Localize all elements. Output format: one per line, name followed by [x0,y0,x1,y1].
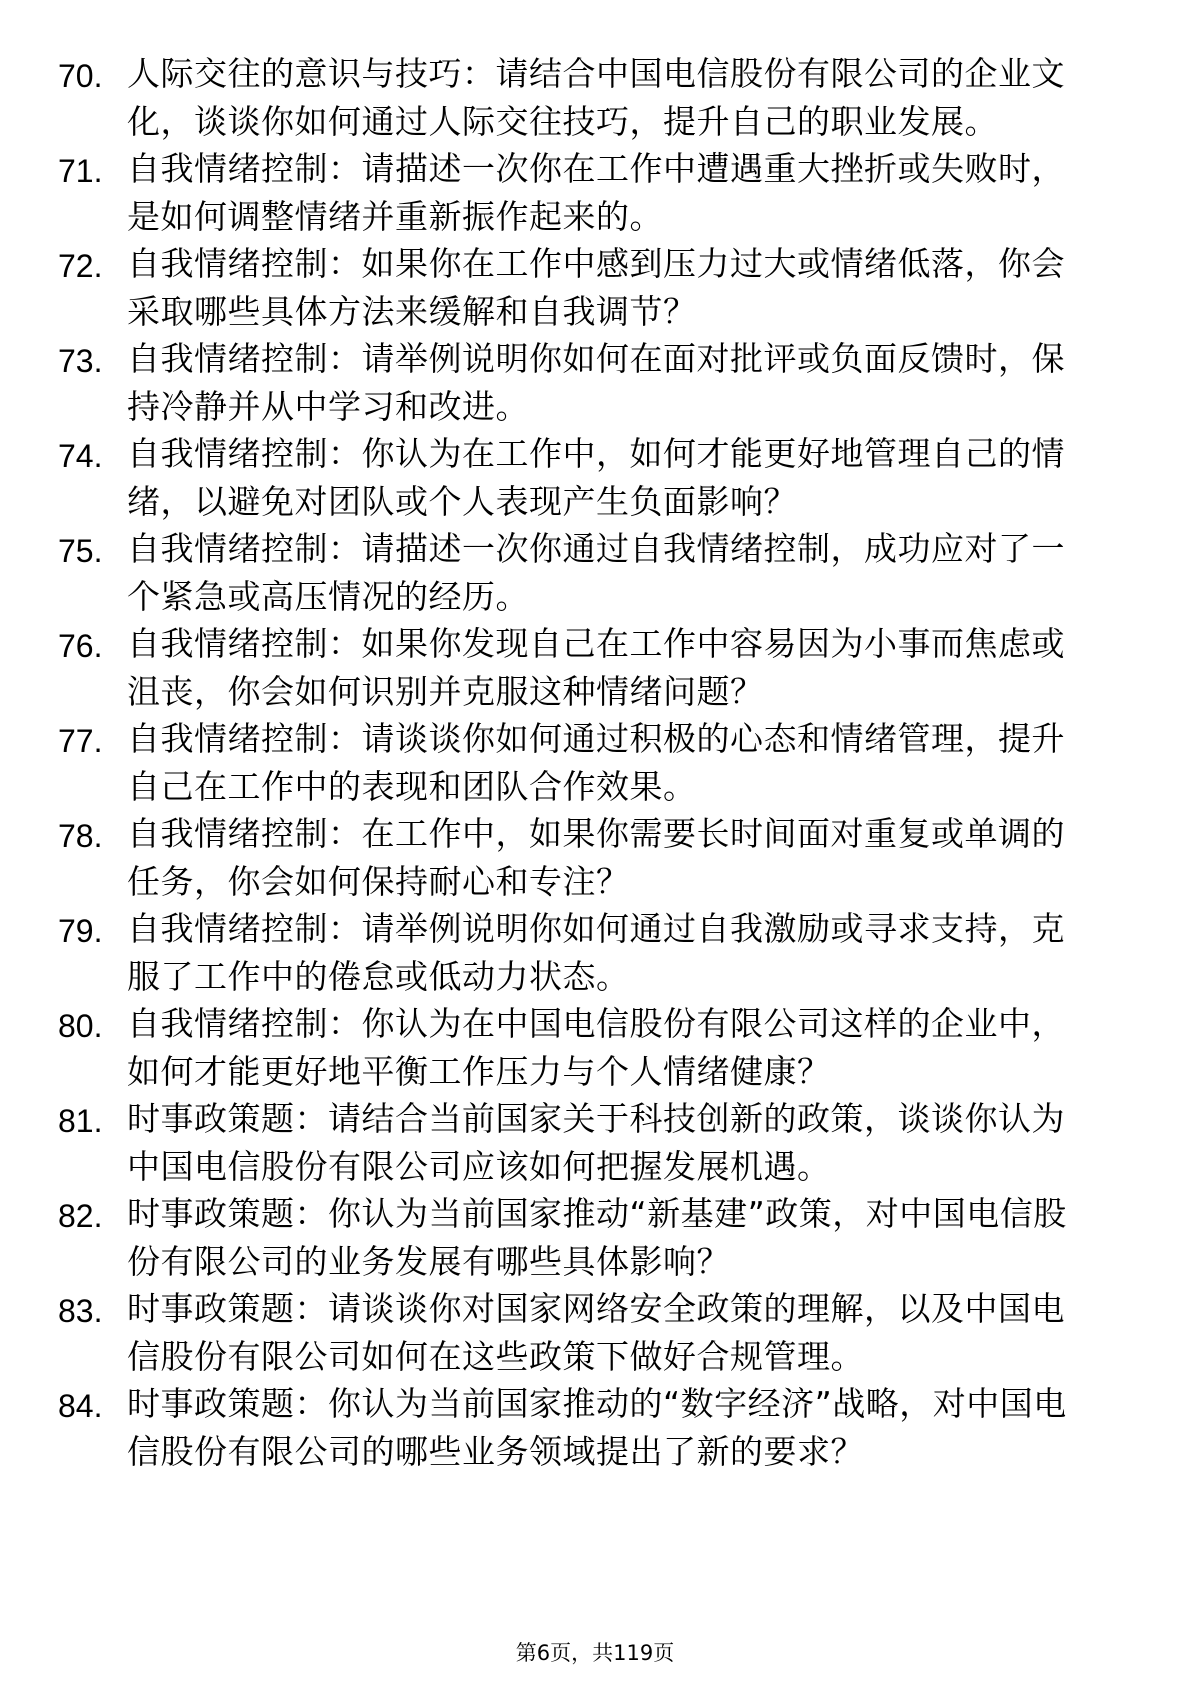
question-text [127,335,1133,431]
question-text-line: 时事政策题：请结合当前国家关于科技创新的政策，谈谈你认为 [127,1099,1065,1138]
question-text [127,810,1133,906]
question-text-line: 服了工作中的倦怠或低动力状态。 [127,957,630,996]
question-text-line: 自己在工作中的表现和团队合作效果。 [127,767,697,806]
question-text-line: 信股份有限公司的哪些业务领域提出了新的要求？ [127,1432,864,1471]
question-text [127,240,1133,336]
question-item [0,525,1190,620]
question-text-line: 自我情绪控制：在工作中，如果你需要长时间面对重复或单调的 [127,814,1065,853]
question-text-line: 沮丧，你会如何识别并克服这种情绪问题？ [127,672,764,711]
question-text-line: 自我情绪控制：你认为在工作中，如何才能更好地管理自己的情 [127,434,1065,473]
question-number: 76. [58,628,103,664]
question-number: 73. [58,343,103,379]
question-number: 77. [58,723,103,759]
question-number: 75. [58,533,103,569]
question-text-line: 自我情绪控制：请谈谈你如何通过积极的心态和情绪管理，提升 [127,719,1065,758]
question-number: 83. [58,1293,103,1329]
question-item [0,145,1190,240]
question-text-line: 信股份有限公司如何在这些政策下做好合规管理。 [127,1337,864,1376]
question-text-line: 自我情绪控制：如果你在工作中感到压力过大或情绪低落，你会 [127,244,1065,283]
question-item [0,620,1190,715]
question-number: 84. [58,1388,103,1424]
question-text [127,525,1133,621]
question-text [127,50,1133,146]
question-item [0,1000,1190,1095]
question-item [0,810,1190,905]
question-text [127,1285,1133,1381]
question-text-line: 份有限公司的业务发展有哪些具体影响？ [127,1242,730,1281]
question-number: 74. [58,438,103,474]
question-text-line: 自我情绪控制：请描述一次你通过自我情绪控制，成功应对了一 [127,529,1065,568]
question-number: 78. [58,818,103,854]
question-item [0,1095,1190,1190]
question-text [127,430,1133,526]
question-list [0,50,1190,1475]
question-text-line: 时事政策题：你认为当前国家推动的“数字经济”战略，对中国电 [127,1384,1067,1423]
question-item [0,1285,1190,1380]
question-text [127,715,1133,811]
question-text-line: 个紧急或高压情况的经历。 [127,577,529,616]
question-item [0,1190,1190,1285]
question-text-line: 如何才能更好地平衡工作压力与个人情绪健康？ [127,1052,831,1091]
question-text-line: 自我情绪控制：你认为在中国电信股份有限公司这样的企业中， [127,1004,1065,1043]
question-text-line: 自我情绪控制：如果你发现自己在工作中容易因为小事而焦虑或 [127,624,1065,663]
question-text-line: 时事政策题：请谈谈你对国家网络安全政策的理解，以及中国电 [127,1289,1065,1328]
question-text-line: 采取哪些具体方法来缓解和自我调节？ [127,292,697,331]
question-number: 79. [58,913,103,949]
question-text [127,620,1133,716]
question-item [0,715,1190,810]
question-number: 71. [58,153,103,189]
question-number: 81. [58,1103,103,1139]
question-item [0,335,1190,430]
question-text-line: 是如何调整情绪并重新振作起来的。 [127,197,663,236]
question-text-line: 化，谈谈你如何通过人际交往技巧，提升自己的职业发展。 [127,102,998,141]
question-number: 82. [58,1198,103,1234]
question-text-line: 任务，你会如何保持耐心和专注？ [127,862,630,901]
question-text [127,1380,1133,1476]
question-text-line: 绪，以避免对团队或个人表现产生负面影响？ [127,482,797,521]
question-item [0,905,1190,1000]
question-number: 72. [58,248,103,284]
question-item [0,1380,1190,1475]
question-text [127,145,1133,241]
question-number: 70. [58,58,103,94]
page-number-footer: 第6页，共119页 [515,1641,675,1665]
question-text-line: 自我情绪控制：请举例说明你如何通过自我激励或寻求支持，克 [127,909,1065,948]
question-text [127,1095,1133,1191]
question-text-line: 人际交往的意识与技巧：请结合中国电信股份有限公司的企业文 [127,54,1065,93]
question-text [127,1190,1133,1286]
question-text-line: 中国电信股份有限公司应该如何把握发展机遇。 [127,1147,831,1186]
question-item [0,240,1190,335]
question-number: 80. [58,1008,103,1044]
question-text-line: 时事政策题：你认为当前国家推动“新基建”政策，对中国电信股 [127,1194,1067,1233]
question-item [0,50,1190,145]
question-item [0,430,1190,525]
question-text [127,1000,1133,1096]
question-text-line: 自我情绪控制：请描述一次你在工作中遭遇重大挫折或失败时， [127,149,1065,188]
question-text-line: 自我情绪控制：请举例说明你如何在面对批评或负面反馈时，保 [127,339,1065,378]
question-text-line: 持冷静并从中学习和改进。 [127,387,529,426]
question-text [127,905,1133,1001]
